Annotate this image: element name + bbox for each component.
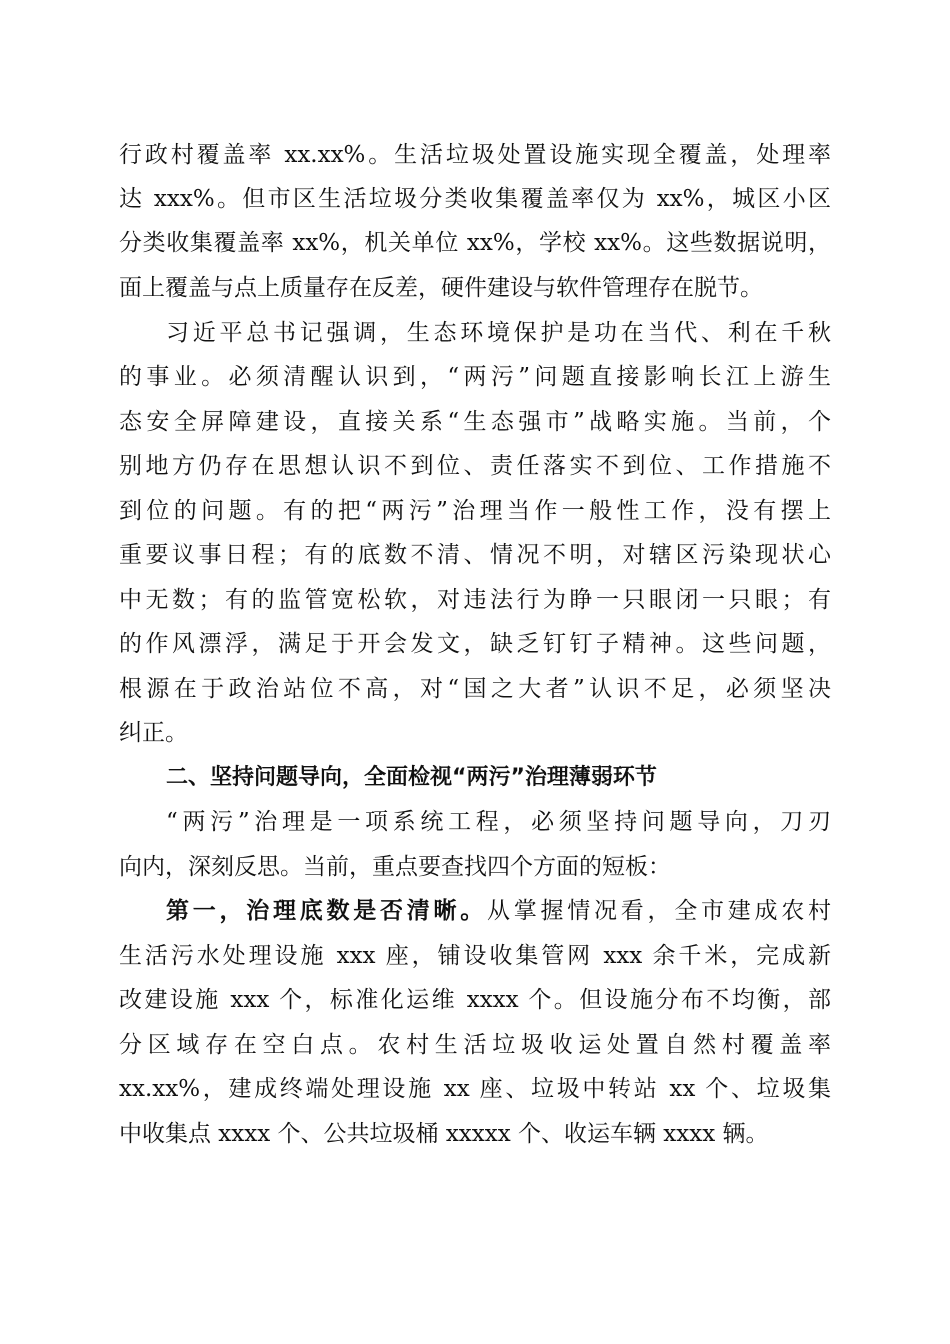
body-text-line: 改建设施 xxx 个，标准化运维 xxxx 个。但设施分布不均衡，部	[119, 987, 831, 1013]
paragraph-first-line: “两污”治理是一项系统工程，必须坚持问题导向，刀刃	[166, 809, 831, 835]
body-text-line: 面上覆盖与点上质量存在反差，硬件建设与软件管理存在脱节。	[119, 275, 763, 301]
paragraph-first-line: 习近平总书记强调，生态环境保护是功在当代、利在千秋	[166, 320, 831, 346]
body-text-line: 到位的问题。有的把“两污”治理当作一般性工作，没有摆上	[119, 498, 831, 524]
body-text-line: 重要议事日程；有的底数不清、情况不明，对辖区污染现状心	[119, 542, 831, 568]
section-heading: 二、坚持问题导向，全面检视“两污”治理薄弱环节	[166, 765, 657, 790]
paragraph-first-line-text: 从掌握情况看，全市建成农村	[487, 898, 831, 924]
body-text-line: 根源在于政治站位不高，对“国之大者”认识不足，必须坚决	[119, 676, 831, 702]
body-text-line: 分区域存在空白点。农村生活垃圾收运处置自然村覆盖率	[119, 1032, 831, 1058]
body-text-line: 中收集点 xxxx 个、公共垃圾桶 xxxxx 个、收运车辆 xxxx 辆。	[119, 1121, 769, 1147]
body-text-line: 向内，深刻反思。当前，重点要查找四个方面的短板：	[119, 854, 671, 880]
body-text-line: 行政村覆盖率 xx.xx%。生活垃圾处置设施实现全覆盖，处理率	[119, 142, 831, 168]
body-text-line: 纠正。	[119, 720, 188, 746]
body-text-line: 生活污水处理设施 xxx 座，铺设收集管网 xxx 余千米，完成新	[119, 943, 831, 969]
paragraph-first-line	[166, 894, 831, 928]
body-text-line: 的事业。必须清醒认识到，“两污”问题直接影响长江上游生	[119, 364, 831, 390]
body-text-line: 分类收集覆盖率 xx%，机关单位 xx%，学校 xx%。这些数据说明，	[119, 230, 831, 256]
body-text-line: xx.xx%，建成终端处理设施 xx 座、垃圾中转站 xx 个、垃圾集	[119, 1076, 831, 1102]
body-text-line: 别地方仍存在思想认识不到位、责任落实不到位、工作措施不	[119, 453, 831, 479]
body-text-line: 达 xxx%。但市区生活垃圾分类收集覆盖率仅为 xx%，城区小区	[119, 186, 831, 212]
body-text-line: 中无数；有的监管宽松软，对违法行为睁一只眼闭一只眼；有	[119, 587, 831, 613]
paragraph-lead-phrase: 第一，治理底数是否清晰。	[166, 898, 487, 924]
body-text-line: 态安全屏障建设，直接关系“生态强市”战略实施。当前，个	[119, 409, 831, 435]
body-text-line: 的作风漂浮，满足于开会发文，缺乏钉钉子精神。这些问题，	[119, 631, 831, 657]
